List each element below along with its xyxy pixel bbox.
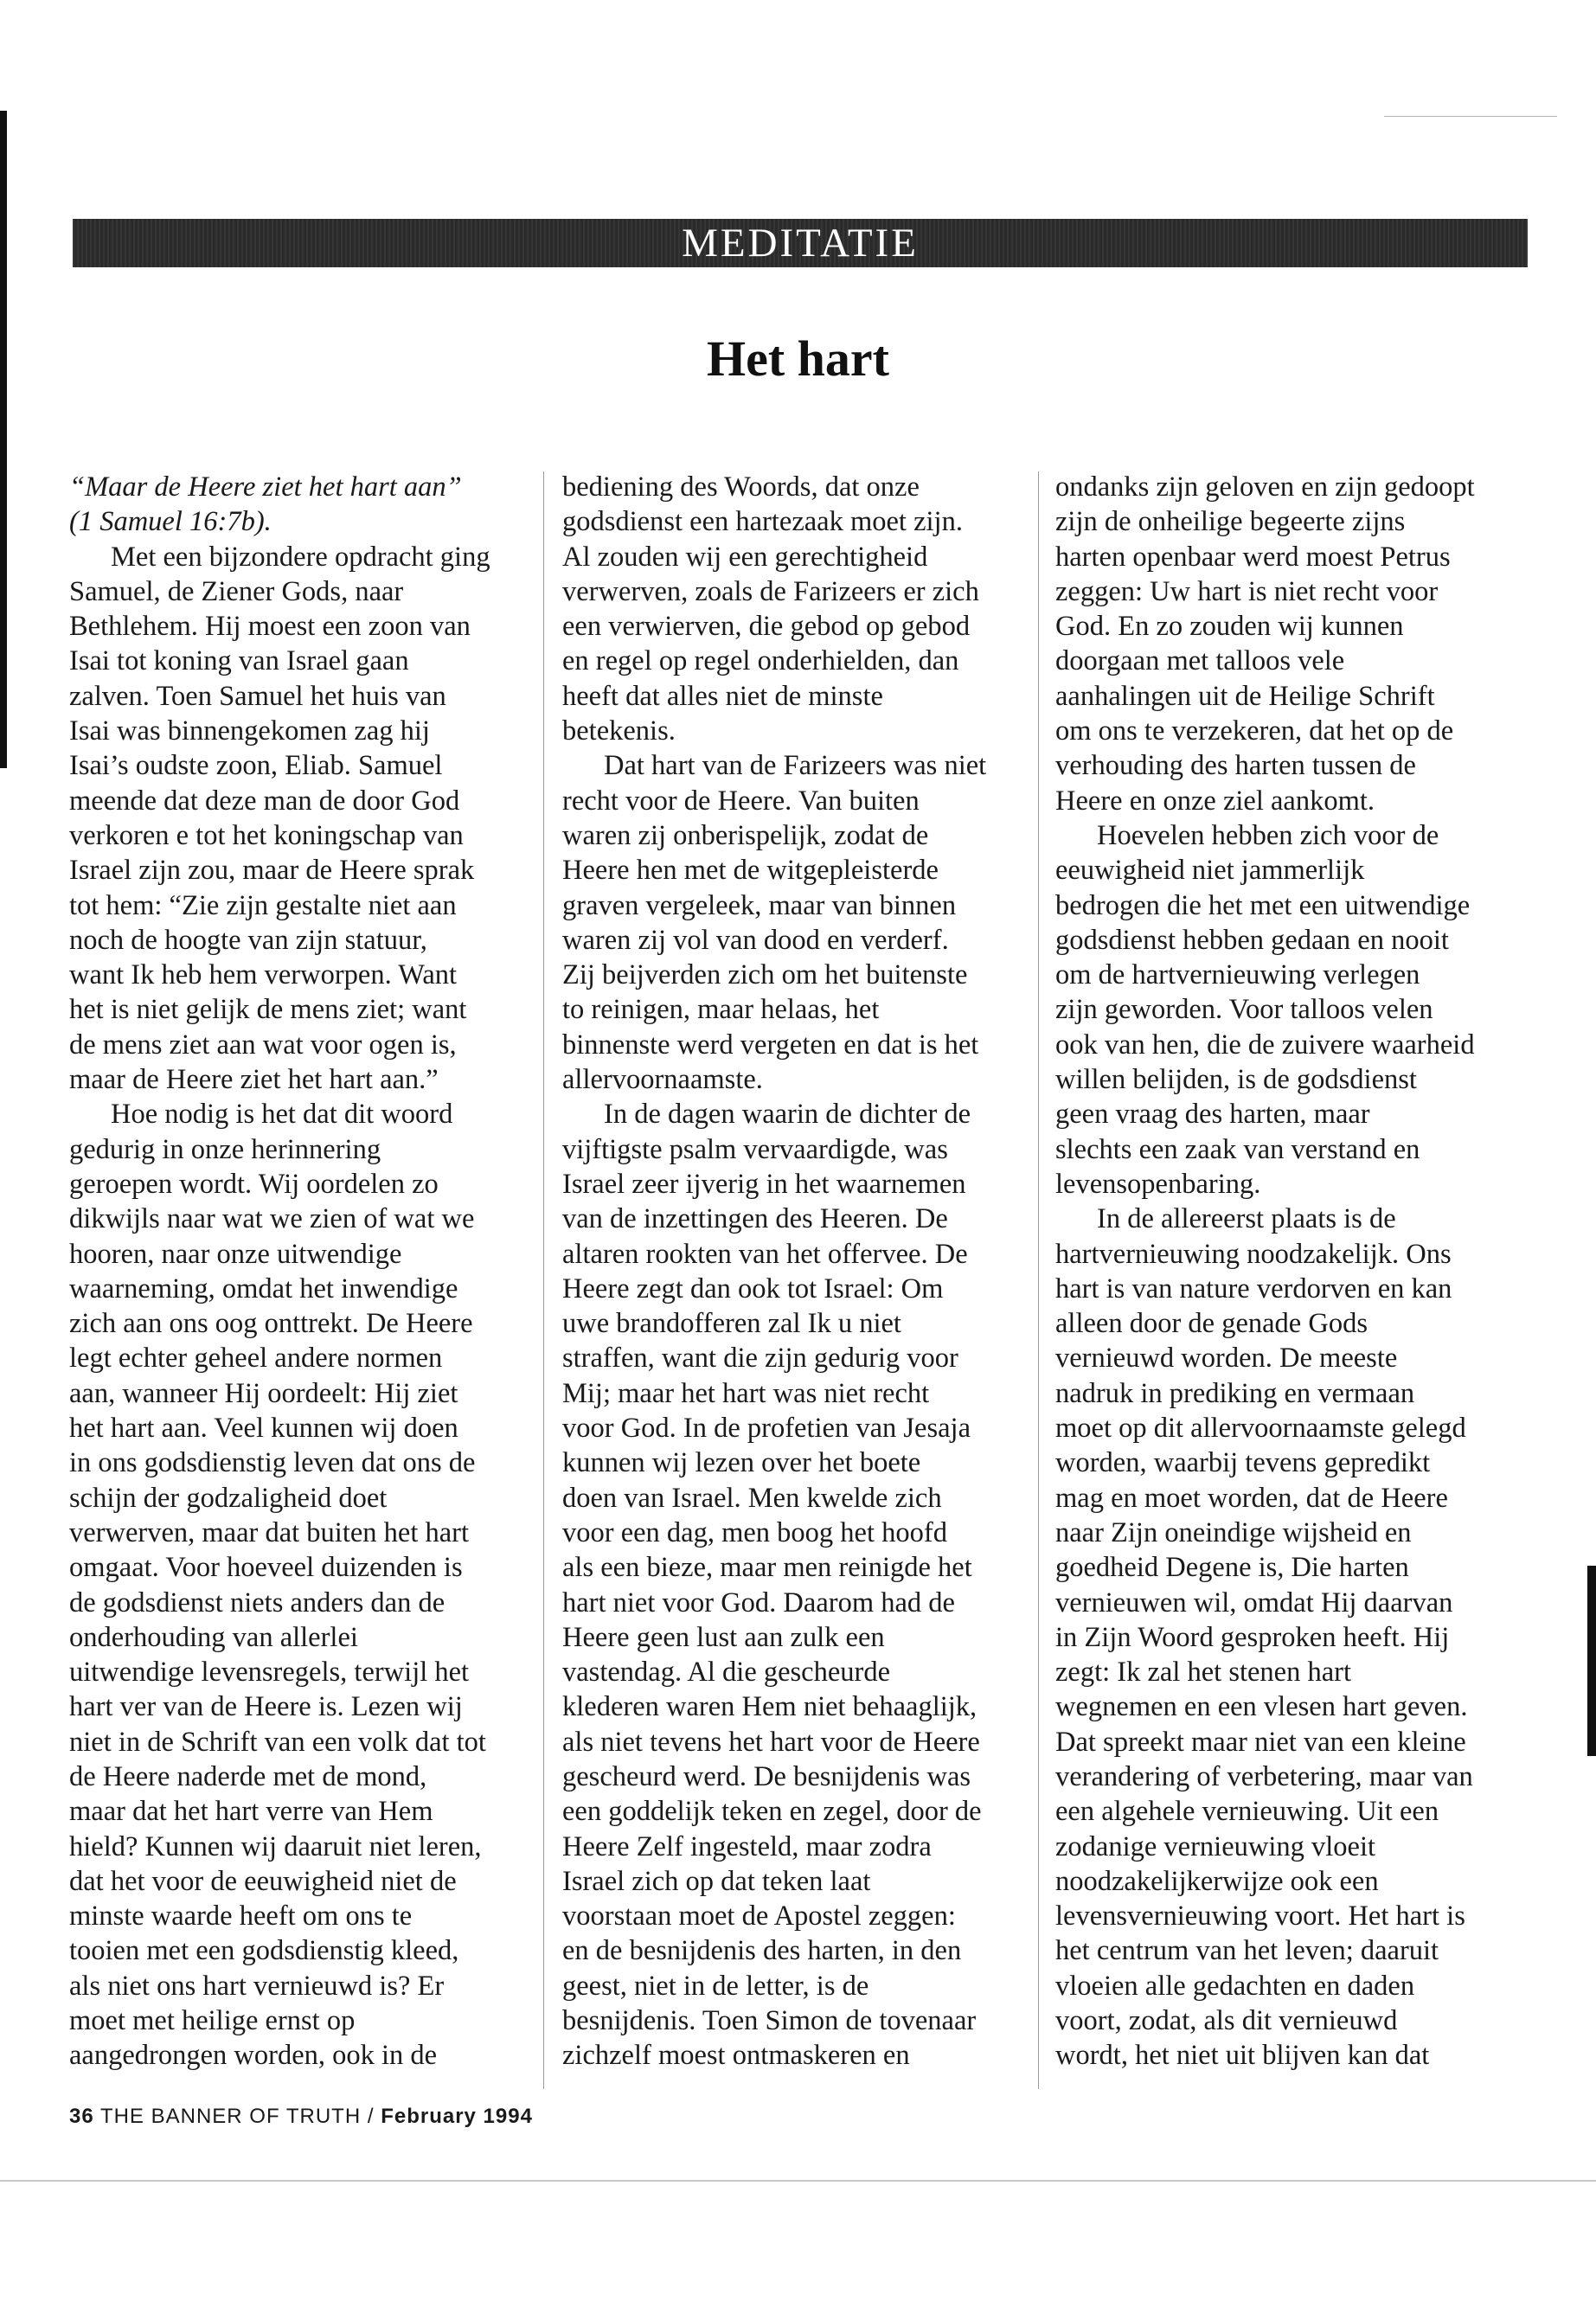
text-line: betekenis. [562,715,676,747]
text-line: Al zouden wij een gerechtigheid [562,541,928,573]
text-line: alleen door de genade Gods [1055,1308,1368,1340]
text-line: waren zij vol van dood en verderf. [562,924,949,956]
text-line: een goddelijk teken en zegel, door de [562,1796,982,1828]
text-line: Samuel, de Ziener Gods, naar [69,575,404,607]
text-line: zichzelf moest ontmaskeren en [562,2040,910,2072]
text-line: hartvernieuwing noodzakelijk. Ons [1055,1238,1452,1270]
text-line: maar de Heere ziet het hart aan.” [69,1064,439,1096]
footer-separator: / [361,2105,381,2128]
text-line: voorstaan moet de Apostel zeggen: [562,1900,956,1932]
text-line: Isai was binnengekomen zag hij [69,715,430,747]
scan-edge-left [0,111,7,768]
text-line: Dat hart van de Farizeers was niet [604,750,987,782]
text-line: het is niet gelijk de mens ziet; want [69,994,467,1026]
text-line: Dat spreekt maar niet van een kleine [1055,1726,1466,1758]
text-line: wordt, het niet uit blijven kan dat [1055,2040,1430,2072]
text-line: Heere en onze ziel aankomt. [1055,785,1375,817]
text-line: vernieuwen wil, omdat Hij daarvan [1055,1586,1453,1618]
text-line: hooren, naar onze uitwendige [69,1238,402,1270]
text-line: altaren rookten van het offervee. De [562,1238,968,1270]
text-line: zodanige vernieuwing vloeit [1055,1830,1376,1862]
text-line: God. En zo zouden wij kunnen [1055,611,1404,643]
text-line: vernieuwd worden. De meeste [1055,1343,1398,1375]
text-line: onderhouding van allerlei [69,1621,358,1653]
text-line: hield? Kunnen wij daaruit niet leren, [69,1830,482,1862]
article-title: Het hart [707,330,889,387]
text-line: voor een dag, men boog het hoofd [562,1516,947,1548]
text-line: als niet tevens het hart voor de Heere [562,1726,980,1758]
text-line: straffen, want die zijn gedurig voor [562,1343,958,1375]
text-line: de godsdienst niets anders dan de [69,1586,445,1618]
text-column-1 [69,470,536,2073]
text-line: zijn geworden. Voor talloos velen [1055,994,1433,1026]
text-line: Isai tot koning van Israel gaan [69,645,409,677]
publication-name: THE BANNER OF TRUTH [99,2105,362,2128]
text-line: voor God. In de profetien van Jesaja [562,1413,971,1445]
text-line: omgaat. Voor hoeveel duizenden is [69,1552,463,1584]
column-divider [543,471,544,2089]
text-line: doorgaan met talloos vele [1055,645,1345,677]
text-line: Zij beijverden zich om het buitenste [562,959,968,991]
text-line: gescheurd werd. De besnijdenis was [562,1760,971,1792]
text-line: wegnemen en een vlesen hart geven. [1055,1691,1468,1723]
text-line: bedrogen die het met een uitwendige [1055,889,1471,921]
text-line: het centrum van het leven; daaruit [1055,1935,1439,1967]
text-line: vloeien alle gedachten en daden [1055,1970,1415,2002]
text-line: In de allereerst plaats is de [1097,1203,1396,1235]
text-line: doen van Israel. Men kwelde zich [562,1482,942,1514]
text-line: Heere geen lust aan zulk een [562,1621,885,1653]
text-line: uwe brandofferen zal Ik u niet [562,1308,901,1340]
scan-edge-right [1587,1566,1596,1756]
text-line: dat het voor de eeuwigheid niet de [69,1865,457,1897]
text-line: to reinigen, maar helaas, het [562,994,880,1026]
text-line: want Ik heb hem verworpen. Want [69,959,458,991]
text-line: voort, zodat, als dit vernieuwd [1055,2005,1398,2037]
text-line: in Zijn Woord gesproken heeft. Hij [1055,1621,1450,1653]
text-line: Met een bijzondere opdracht ging [111,541,490,573]
text-line: geest, niet in de letter, is de [562,1970,869,2002]
text-line: levensvernieuwing voort. Het hart is [1055,1900,1465,1932]
text-line: Israel zich op dat teken laat [562,1865,871,1897]
text-line: waren zij onberispelijk, zodat de [562,819,929,851]
text-line: verkoren e tot het koningschap van [69,819,464,851]
text-line: uitwendige levensregels, terwijl het [69,1657,470,1689]
text-line: harten openbaar werd moest Petrus [1055,541,1451,573]
text-line: Heere zegt dan ook tot Israel: Om [562,1272,944,1304]
text-line: en de besnijdenis des harten, in den [562,1935,962,1967]
text-line: als niet ons hart vernieuwd is? Er [69,1970,445,2002]
text-line: aanhalingen uit de Heilige Schrift [1055,680,1435,712]
text-line: willen belijden, is de godsdienst [1055,1064,1417,1096]
text-line: bediening des Woords, dat onze [562,471,920,503]
text-line: om ons te verzekeren, dat het op de [1055,715,1454,747]
text-line: legt echter geheel andere normen [69,1343,443,1375]
text-line: Mij; maar het hart was niet recht [562,1377,930,1409]
text-line: mag en moet worden, dat de Heere [1055,1482,1448,1514]
page-footer [69,2105,533,2129]
text-line: een verwierven, die gebod op gebod [562,611,971,643]
text-line: goedheid Degene is, Die harten [1055,1552,1409,1584]
text-line: in ons godsdienstig leven dat ons de [69,1447,476,1479]
text-line: zegt: Ik zal het stenen hart [1055,1657,1351,1689]
text-line: klederen waren Hem niet behaaglijk, [562,1691,977,1723]
text-line: Israel zijn zou, maar de Heere sprak [69,855,475,887]
text-line: tooien met een godsdienstig kleed, [69,1935,459,1967]
text-line: schijn der godzaligheid doet [69,1482,388,1514]
text-line: ook van hen, die de zuivere waarheid [1055,1029,1475,1061]
text-line: Hoe nodig is het dat dit woord [111,1099,453,1131]
text-line: “Maar de Heere ziet het hart aan” [69,471,462,503]
text-line: godsdienst een hartezaak moet zijn. [562,506,963,538]
text-line: meende dat deze man de door God [69,785,460,817]
text-line: verhouding des harten tussen de [1055,750,1416,782]
text-line: verwerven, maar dat buiten het hart [69,1516,470,1548]
text-line: Heere Zelf ingesteld, maar zodra [562,1830,932,1862]
text-line: maar dat het hart verre van Hem [69,1796,433,1828]
text-line: (1 Samuel 16:7b). [69,506,272,538]
text-line: recht voor de Heere. Van buiten [562,785,920,817]
text-line: vijftigste psalm vervaardigde, was [562,1133,948,1165]
text-line: aangedrongen worden, ook in de [69,2040,438,2072]
text-line: en regel op regel onderhielden, dan [562,645,959,677]
text-line: nadruk in prediking en vermaan [1055,1377,1415,1409]
text-line: levensopenbaring. [1055,1168,1261,1200]
top-rule [1384,116,1557,117]
text-line: Heere hen met de witgepleisterde [562,855,939,887]
text-line: godsdienst hebben gedaan en nooit [1055,924,1449,956]
text-line: worden, waarbij tevens gepredikt [1055,1447,1431,1479]
text-line: verandering of verbetering, maar van [1055,1760,1473,1792]
text-line: kunnen wij lezen over het boete [562,1447,921,1479]
text-line: naar Zijn oneindige wijsheid en [1055,1516,1412,1548]
text-line: graven vergeleek, maar van binnen [562,889,957,921]
text-line: eeuwigheid niet jammerlijk [1055,855,1365,887]
text-line: heeft dat alles niet de minste [562,680,883,712]
text-line: In de dagen waarin de dichter de [604,1099,971,1131]
text-line: moet met heilige ernst op [69,2005,356,2037]
text-line: geroepen wordt. Wij oordelen zo [69,1168,439,1200]
text-line: aan, wanneer Hij oordeelt: Hij ziet [69,1377,458,1409]
text-line: allervoornaamste. [562,1064,763,1096]
text-column-2 [562,470,1038,2073]
text-line: zalven. Toen Samuel het huis van [69,680,446,712]
text-line: een algehele vernieuwing. Uit een [1055,1796,1439,1828]
text-line: geen vraag des harten, maar [1055,1099,1370,1131]
text-line: minste waarde heeft om ons te [69,1900,413,1932]
text-line: vastendag. Al die gescheurde [562,1657,891,1689]
section-banner-label: MEDITATIE [682,221,919,266]
text-line: besnijdenis. Toen Simon de tovenaar [562,2005,977,2037]
text-line: waarneming, omdat het inwendige [69,1272,458,1304]
text-line: het hart aan. Veel kunnen wij doen [69,1413,458,1445]
text-line: Israel zeer ijverig in het waarnemen [562,1168,966,1200]
text-line: tot hem: “Zie zijn gestalte niet aan [69,889,457,921]
text-line: slechts een zaak van verstand en [1055,1133,1420,1165]
text-line: de mens ziet aan wat voor ogen is, [69,1029,457,1061]
text-line: gedurig in onze herinnering [69,1133,381,1165]
text-line: om de hartvernieuwing verlegen [1055,959,1420,991]
text-line: dikwijls naar wat we zien of wat we [69,1203,475,1235]
text-line: zeggen: Uw hart is niet recht voor [1055,575,1439,607]
text-line: Hoevelen hebben zich voor de [1097,819,1439,851]
text-line: hart ver van de Heere is. Lezen wij [69,1691,463,1723]
text-line: als een bieze, maar men reinigde het [562,1552,972,1584]
text-line: zijn de onheilige begeerte zijns [1055,506,1406,538]
text-line: binnenste werd vergeten en dat is het [562,1029,979,1061]
text-line: hart is van nature verdorven en kan [1055,1272,1452,1304]
section-banner [73,219,1528,267]
issue-date: February 1994 [381,2105,533,2128]
text-line: de Heere naderde met de mond, [69,1760,427,1792]
text-line: hart niet voor God. Daarom had de [562,1586,955,1618]
text-line: verwerven, zoals de Farizeers er zich [562,575,979,607]
column-divider [1038,471,1039,2089]
text-column-3 [1055,470,1531,2073]
text-line: ondanks zijn geloven en zijn gedoopt [1055,471,1475,503]
page-number: 36 [69,2105,94,2128]
text-line: van de inzettingen des Heeren. De [562,1203,948,1235]
text-line: zich aan ons oog onttrekt. De Heere [69,1308,473,1340]
text-line: Isai’s oudste zoon, Eliab. Samuel [69,750,443,782]
text-line: moet op dit allervoornaamste gelegd [1055,1413,1466,1445]
bottom-rule [0,2180,1596,2182]
text-line: Bethlehem. Hij moest een zoon van [69,611,471,643]
text-line: noch de hoogte van zijn statuur, [69,924,427,956]
text-line: niet in de Schrift van een volk dat tot [69,1726,486,1758]
text-line: noodzakelijkerwijze ook een [1055,1865,1379,1897]
